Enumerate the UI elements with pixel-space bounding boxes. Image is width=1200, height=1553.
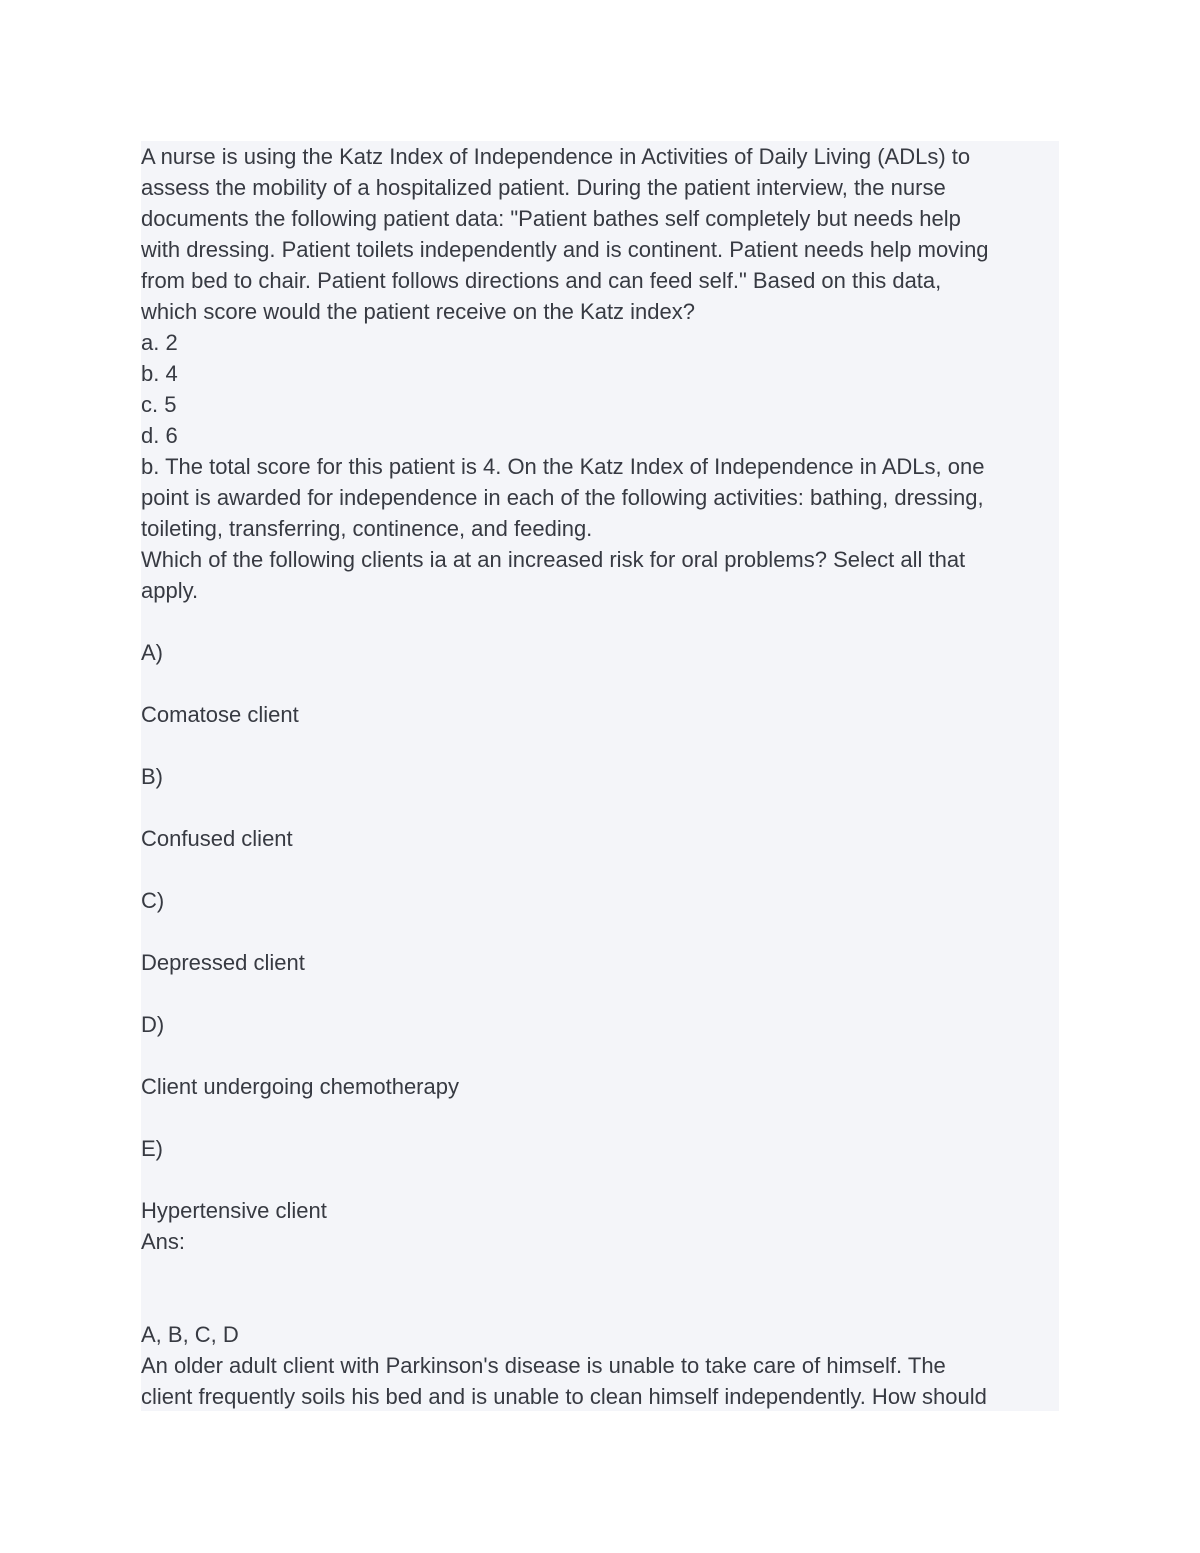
q1-stem-line: A nurse is using the Katz Index of Independence in Activities of Daily Living (ADLs) to	[141, 144, 971, 169]
q2-option-letter: E)	[141, 1136, 163, 1161]
q3-stem-line: An older adult client with Parkinson's disease is unable to take care of himself. The	[141, 1353, 946, 1378]
document-text	[141, 141, 1059, 1412]
q1-stem-line: assess the mobility of a hospitalized patient. During the patient interview, the nurse	[141, 175, 946, 200]
q2-option-text: Confused client	[141, 826, 293, 851]
q1-answer-line: toileting, transferring, continence, and feeding.	[141, 516, 593, 541]
q1-stem-line: documents the following patient data: "Patient bathes self completely but needs help	[141, 206, 961, 231]
q1-option: a. 2	[141, 330, 178, 355]
spacer	[141, 606, 1059, 637]
q1-stem-line: with dressing. Patient toilets independently and is continent. Patient needs help moving	[141, 237, 989, 262]
q3-stem-line: client frequently soils his bed and is unable to clean himself independently. How should	[141, 1384, 987, 1409]
q1-stem-line: from bed to chair. Patient follows directions and can feed self." Based on this data,	[141, 268, 942, 293]
q1-answer-line: point is awarded for independence in each of the following activities: bathing, dressing,	[141, 485, 984, 510]
q2-option-letter: A)	[141, 640, 163, 665]
q2-stem-line: apply.	[141, 578, 199, 603]
spacer	[141, 978, 1059, 1009]
spacer	[141, 1040, 1059, 1071]
q1-option: d. 6	[141, 423, 178, 448]
q2-answer: A, B, C, D	[141, 1322, 239, 1347]
spacer	[141, 730, 1059, 761]
spacer	[141, 1102, 1059, 1133]
q2-stem-line: Which of the following clients ia at an increased risk for oral problems? Select all that	[141, 547, 966, 572]
q2-option-text: Depressed client	[141, 950, 305, 975]
q2-option-text: Comatose client	[141, 702, 299, 727]
q2-option-text: Client undergoing chemotherapy	[141, 1074, 459, 1099]
q1-stem-line: which score would the patient receive on the Katz index?	[141, 299, 695, 324]
spacer	[141, 1257, 1059, 1288]
spacer	[141, 668, 1059, 699]
q2-answer-label: Ans:	[141, 1229, 186, 1254]
spacer	[141, 854, 1059, 885]
q2-option-text: Hypertensive client	[141, 1198, 327, 1223]
q2-option-letter: B)	[141, 764, 163, 789]
spacer	[141, 1288, 1059, 1319]
spacer	[141, 916, 1059, 947]
q1-answer-line: b. The total score for this patient is 4. On the Katz Index of Independence in ADLs, one	[141, 454, 985, 479]
q2-option-letter: D)	[141, 1012, 165, 1037]
q1-option: b. 4	[141, 361, 178, 386]
q1-option: c. 5	[141, 392, 177, 417]
q2-option-letter: C)	[141, 888, 165, 913]
spacer	[141, 1164, 1059, 1195]
spacer	[141, 792, 1059, 823]
